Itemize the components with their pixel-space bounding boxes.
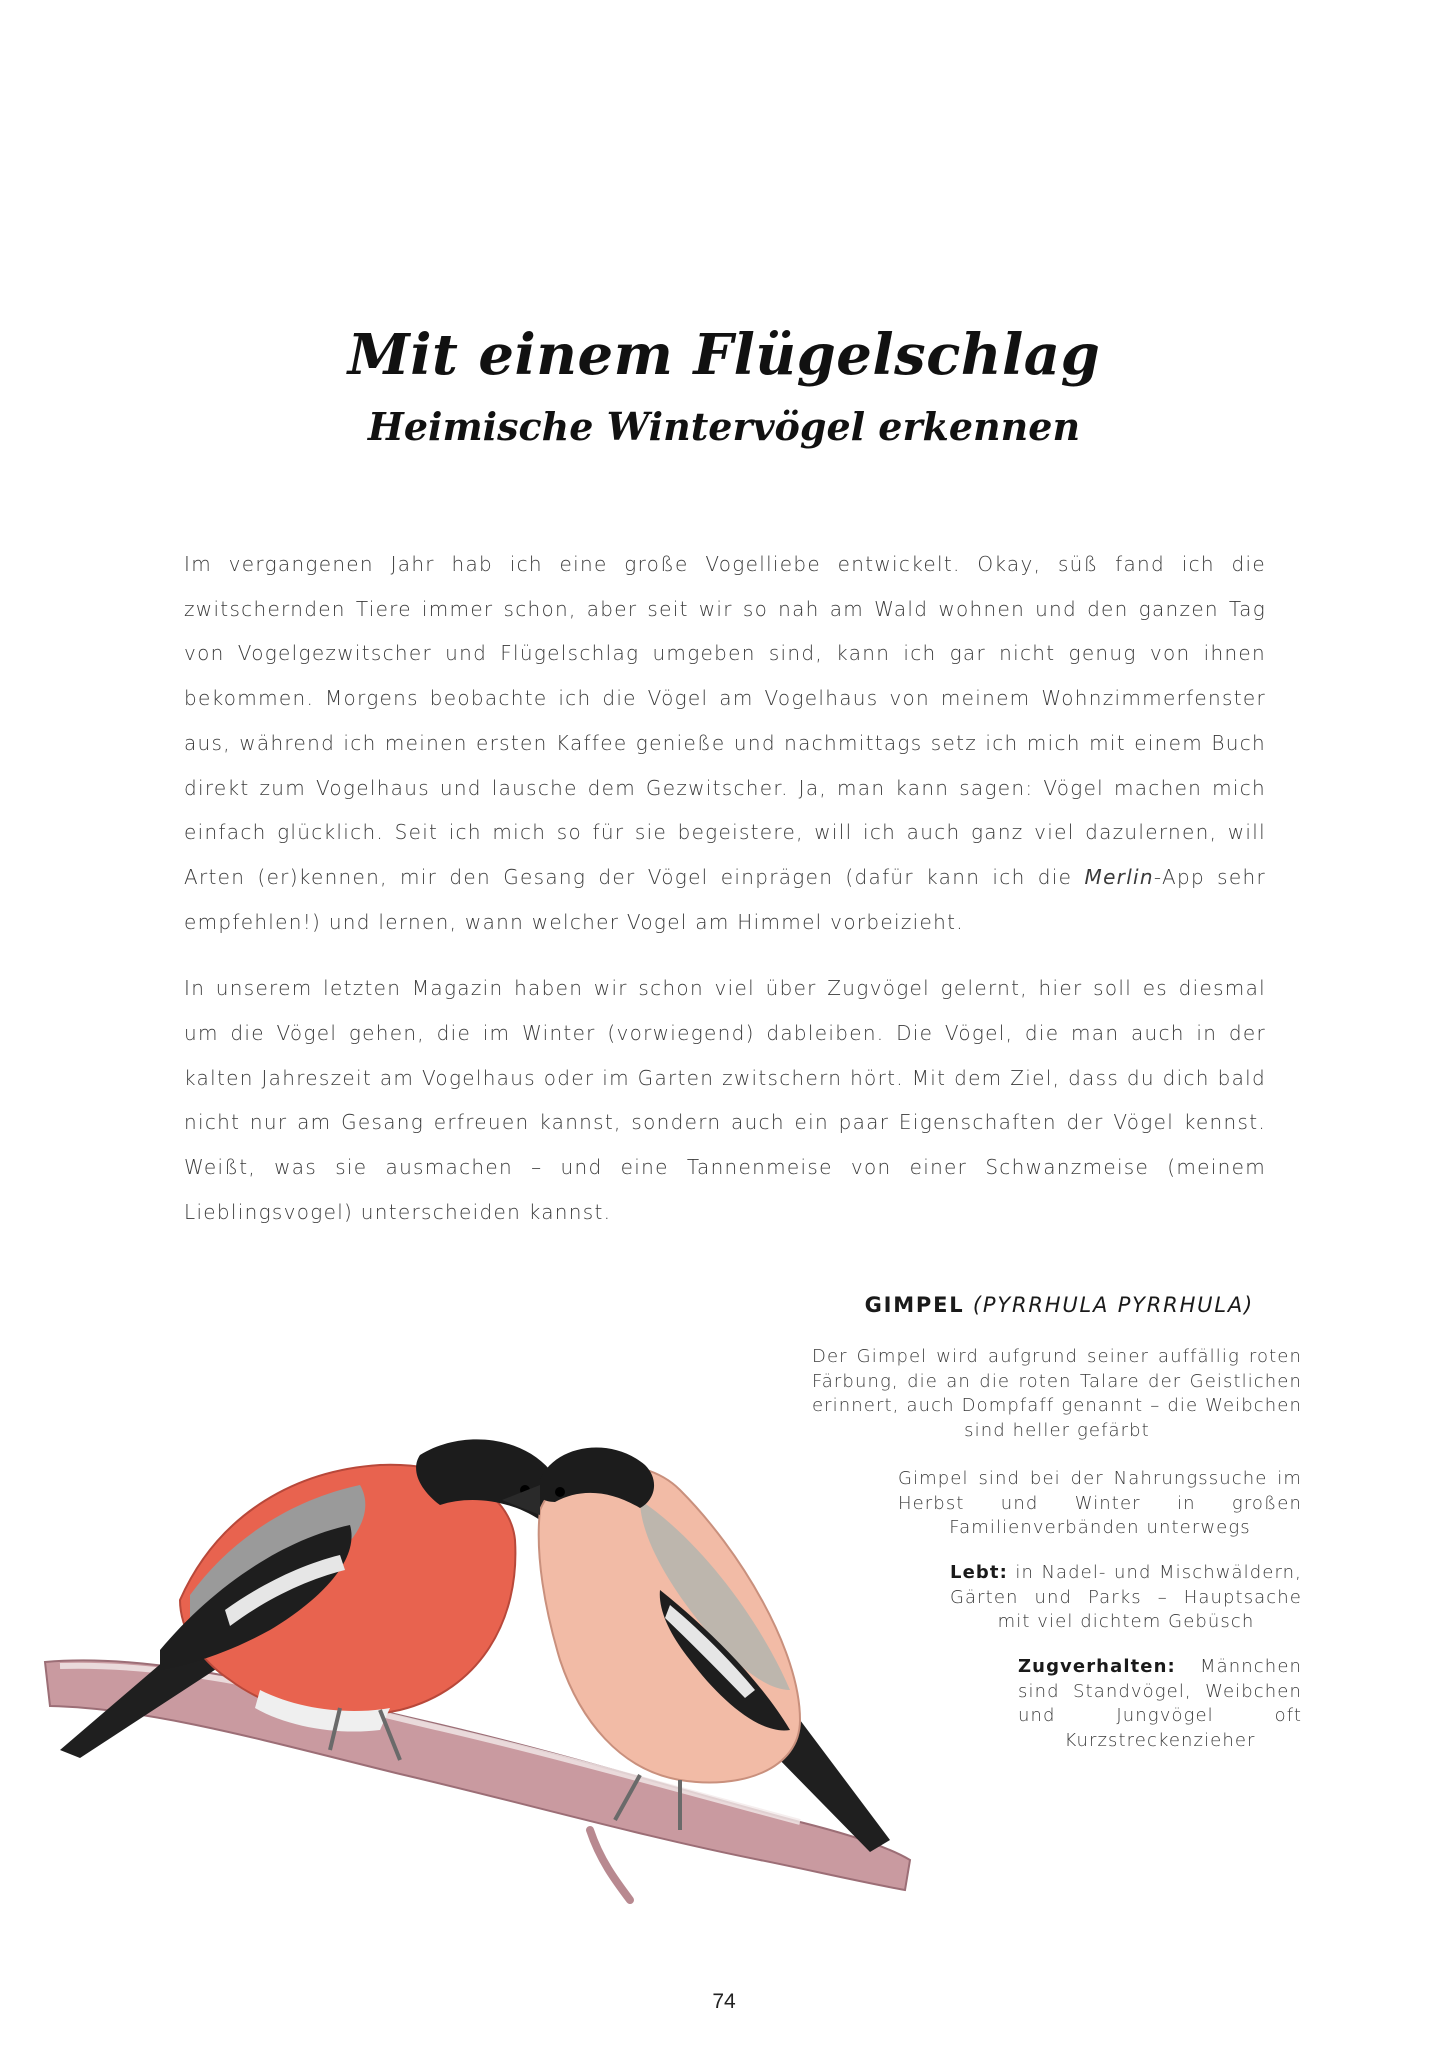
- bird-description: Der Gimpel wird aufgrund seiner auffällig roten Färbung, die an die roten Talare der Geistlichen erinnert, auch Dompfaff genannt – die Weibchen sind heller gefärbt: [812, 1346, 1302, 1441]
- intro-p1-text: Im vergangenen Jahr hab ich eine große Vogelliebe entwickelt. Okay, süß fand ich die zwitschernden Tiere immer schon, aber seit wir so nah am Wald wohnen und den ganzen Tag von Vogelgezwitscher und Flügelschlag umgeben sind, kann ich gar nicht genug von ihnen bekommen. Morgens beobachte ich die Vögel am Vogelhaus von meinem Wohnzimmerfenster aus, während ich meinen ersten Kaffee genieße und nachmittags setz ich mich mit einem Buch direkt zum Vogelhaus und lausche dem Gezwitscher. Ja, man kann sagen: Vögel machen mich einfach glücklich. Seit ich mich so für sie begeistere, will ich auch ganz viel dazulernen, will Arten (er)kennen, mir den Gesang der Vögel einprägen (dafür kann ich die: [184, 552, 1266, 889]
- bird-heading: [850, 1293, 1254, 1317]
- intro-paragraph-2: In unserem letzten Magazin haben wir schon viel über Zugvögel gelernt, hier soll es diesmal um die Vögel gehen, die im Winter (vorwiegend) dableiben. Die Vögel, die man auch in der kalten Jahreszeit am Vogelhaus oder im Garten zwitschern hört. Mit dem Ziel, dass du dich bald nicht nur am Gesang erfreuen kannst, sondern auch ein paar Eigenschaften der Vögel kennst. Weißt, was sie ausmachen – und eine Tannenmeise von einer Schwanzmeise (meinem Lieblingsvogel) unterscheiden kannst.: [184, 976, 1266, 1224]
- page-subtitle: Heimische Wintervögel erkennen: [367, 404, 1081, 449]
- bird-latin-name: (PYRRHULA PYRRHULA): [972, 1293, 1254, 1317]
- bird-name: GIMPEL: [864, 1293, 965, 1317]
- intro-paragraph-1: [184, 542, 1266, 944]
- twig: [590, 1830, 630, 1900]
- intro-text: [184, 542, 1266, 1257]
- habitat-text: in Nadel- und Mischwäldern, Gärten und Parks – Hauptsache mit viel dichtem Gebüsch: [950, 1562, 1302, 1632]
- page-number: 74: [712, 1990, 736, 2013]
- male-bullfinch: [60, 1439, 585, 1760]
- page-title: Mit einem Flügelschlag: [347, 322, 1101, 388]
- migration-label: Zugverhalten:: [1018, 1656, 1176, 1677]
- bird-behaviour: Gimpel sind bei der Nahrungssuche im Herbst und Winter in großen Familienverbänden unterwegs: [898, 1468, 1302, 1538]
- habitat-label: Lebt:: [950, 1562, 1008, 1583]
- merlin-app-name: Merlin: [1084, 864, 1154, 889]
- female-eye: [555, 1487, 565, 1497]
- bullfinch-illustration: [40, 1390, 1160, 1930]
- migration-text: Männchen sind Standvögel, Weibchen und Jungvögel oft Kurzstreckenzieher: [1018, 1656, 1302, 1751]
- intro-p1-text-end: -App sehr empfehlen!) und lernen, wann welcher Vogel am Himmel vorbeizieht.: [184, 864, 1267, 934]
